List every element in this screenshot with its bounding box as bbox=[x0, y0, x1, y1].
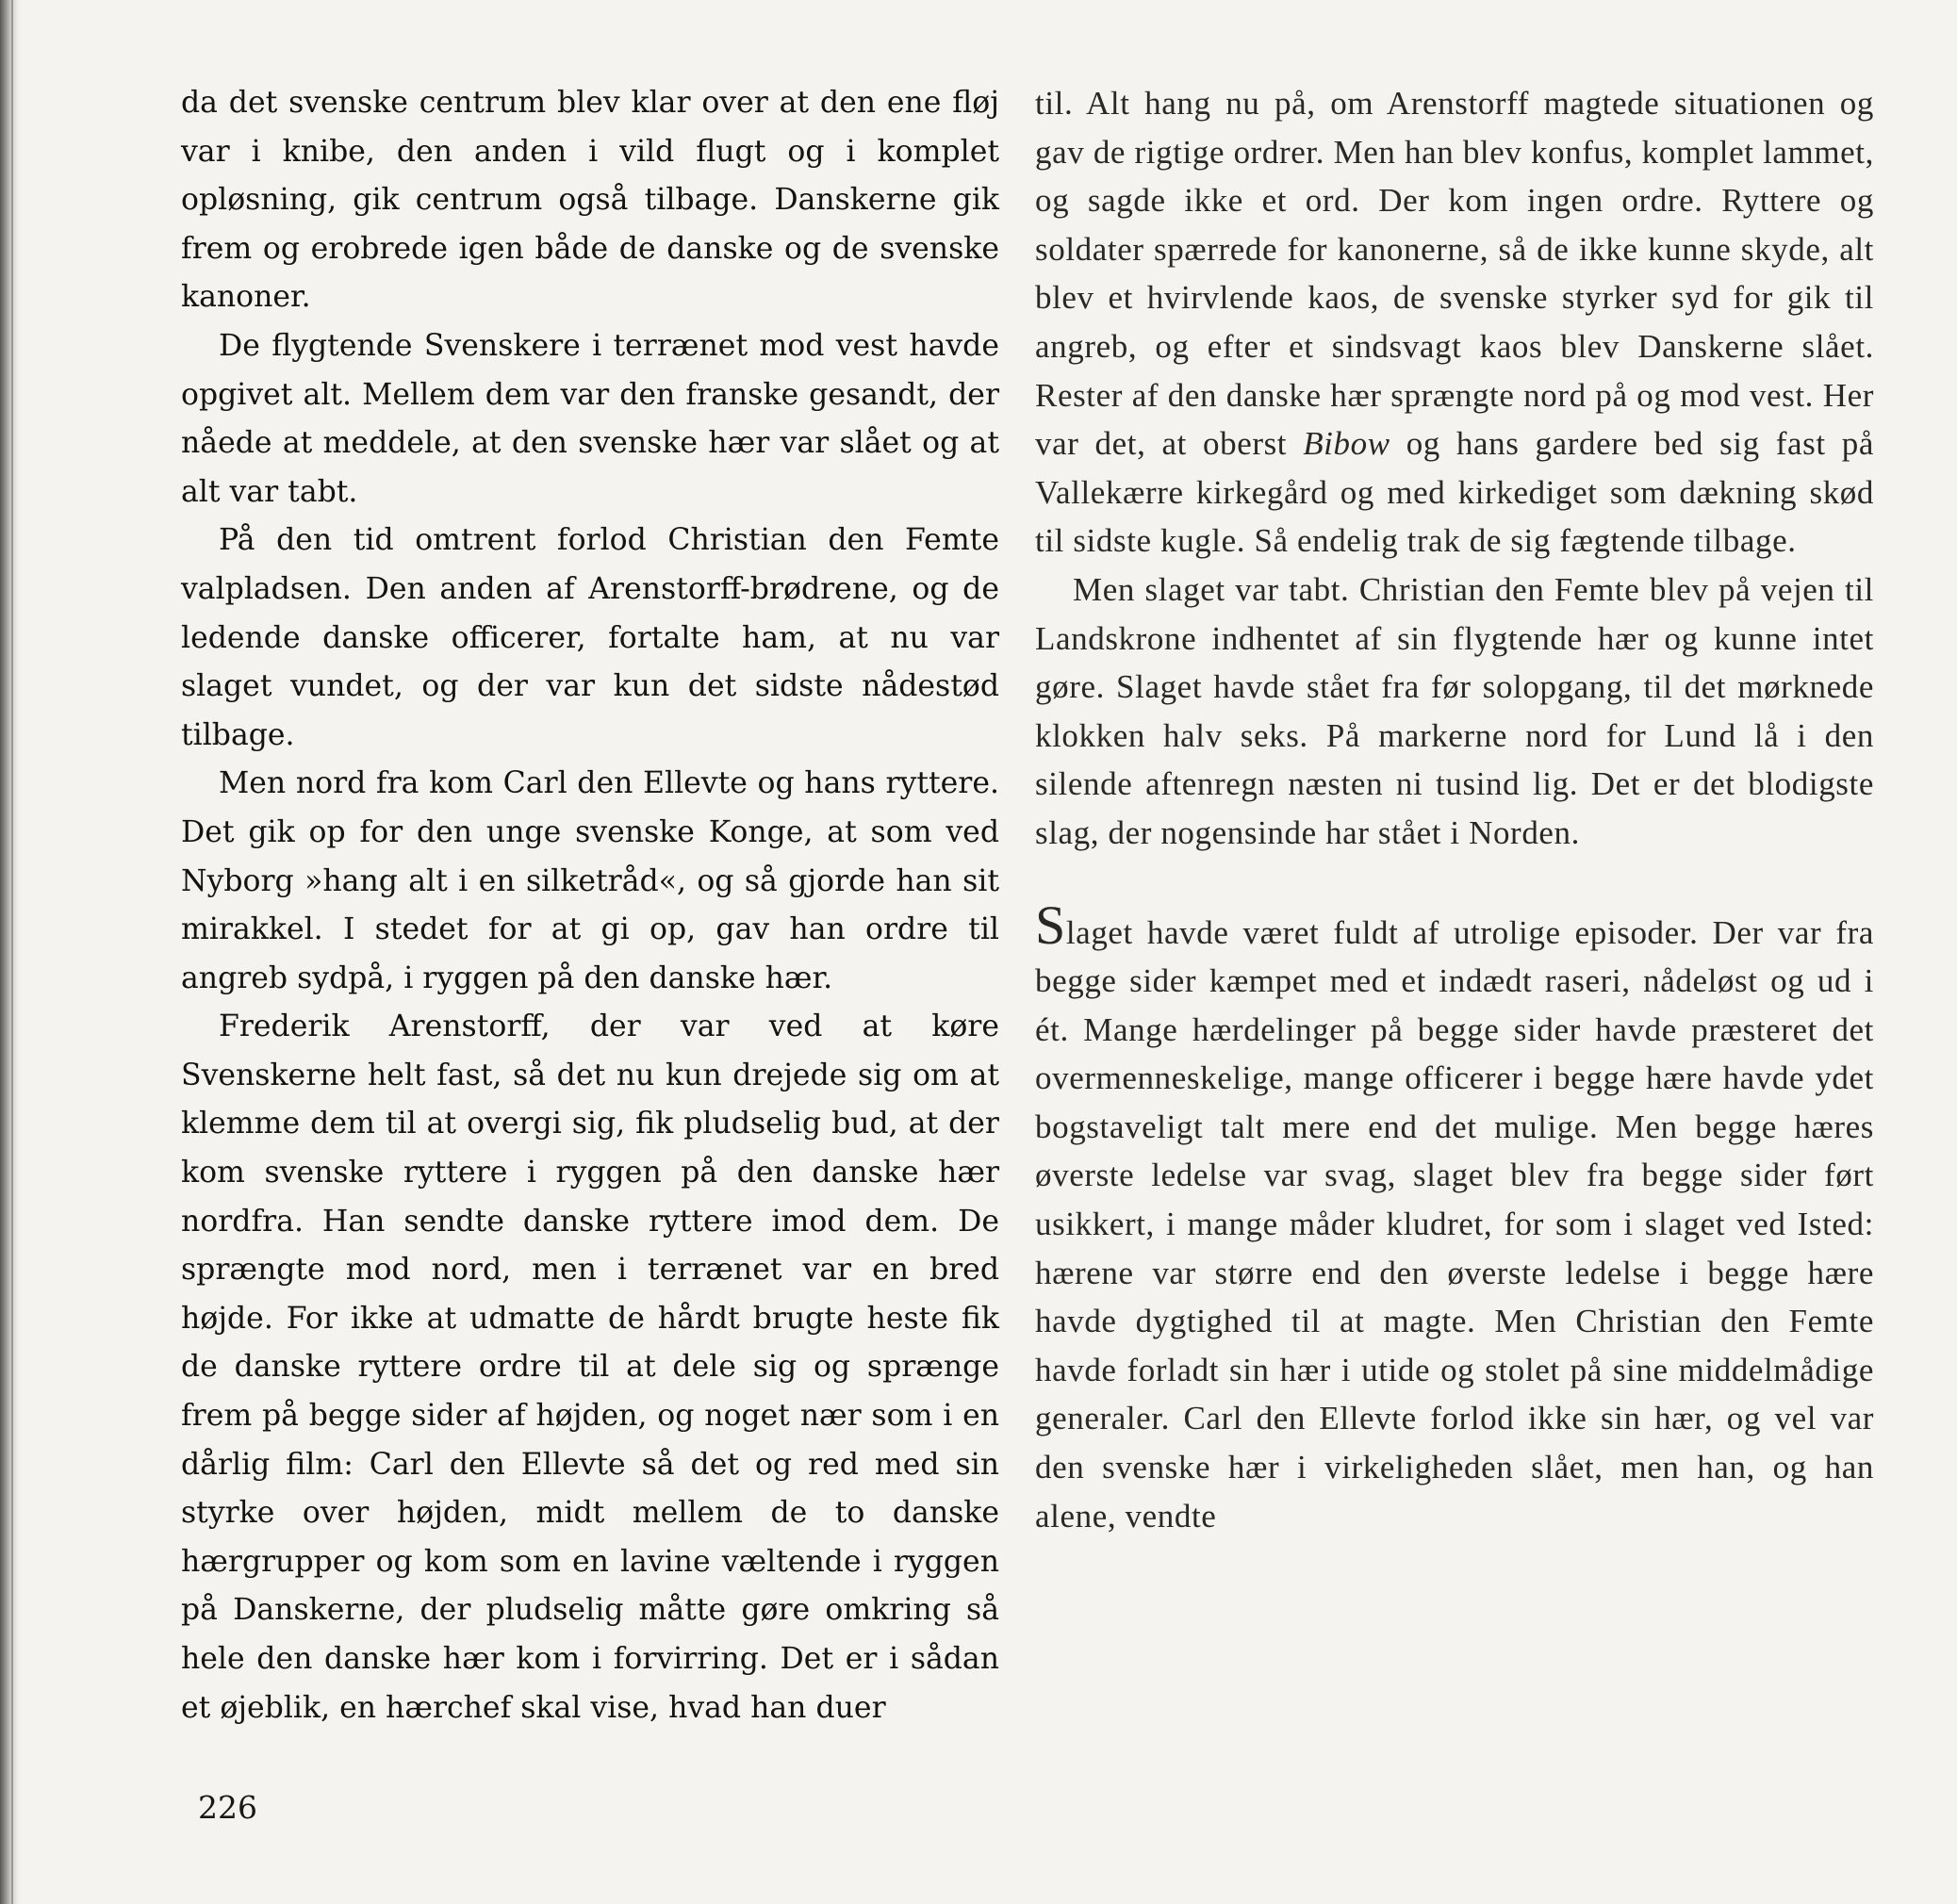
italic-name: Bibow bbox=[1303, 425, 1390, 463]
paragraph-text: til. Alt hang nu på, om Arenstorff magtede situationen og gav de rigtige ordrer. Men han blev konfus, komplet lammet, og sagde ikke et ord. Der kom ingen ordre. Ryttere og soldater spærrede for kanonerne, så de ikke kunne skyde, alt blev et hvirvlende kaos, de svenske styrker syd for gik til angreb, og efter et sindsvagt kaos blev Danskerne slået. Rester af den danske hær sprængte nord på og mod vest. Her var det, at oberst bbox=[1035, 85, 1874, 463]
paragraph: På den tid omtrent forlod Christian den Femte valpladsen. Den anden af Arenstorff-brødrene, og de ledende danske officerer, fortalte ham, at nu var slaget vundet, og der var kun det sidste nådestød tilbage. bbox=[181, 523, 999, 752]
paragraph: Men nord fra kom Carl den Ellevte og hans ryttere. Det gik op for den unge svenske Konge, at som ved Nyborg »hang alt i en silketråd«, og så gjorde han sit mirakkel. I stedet for at gi op, gav han ordre til angreb sydpå, i ryggen på den danske hær. bbox=[181, 766, 999, 995]
right-text-column bbox=[1035, 79, 1874, 1540]
paragraph: Frederik Arenstorff, der var ved at køre Svenskerne helt fast, så det nu kun drejede sig om at klemme dem til at overgi sig, fik pludselig bud, at der kom svenske ryttere i ryggen på den danske hær nordfra. Han sendte danske ryttere imod dem. De sprængte mod nord, men i terrænet var en bred højde. For ikke at udmatte de hårdt brugte heste fik de danske ryttere ordre til at dele sig og sprænge frem på begge sider af højden, og noget nær som i en dårlig film: Carl den Ellevte så det og red med sin styrke over højden, midt mellem de to danske hærgrupper og kom som en lavine væltende i ryggen på Danskerne, der pludselig måtte gøre omkring så hele den danske hær kom i forvirring. Det er i sådan et øjeblik, en hærchef skal vise, hvad han duer bbox=[181, 1009, 999, 1725]
paragraph-text: og hans gardere bed sig fast på Vallekærre kirkegård og med kirkediget som dækning skød til sidste kugle. Så endelig trak de sig fægtende tilbage. bbox=[1035, 425, 1874, 560]
paragraph: da det svenske centrum blev klar over at den ene fløj var i knibe, den anden i vild flugt og i komplet opløsning, gik centrum også tilbage. Danskerne gik frem og erobrede igen både de danske og de svenske kanoner. bbox=[181, 86, 999, 315]
book-spine-shadow bbox=[0, 0, 21, 1904]
paragraph: Men slaget var tabt. Christian den Femte blev på vejen til Landskrone indhentet af sin flygtende hær og kunne intet gøre. Slaget havde stået fra før solopgang, til det mørknede klokken halv seks. På markerne nord for Lund lå i den silende aftenregn næsten ni tusind lig. Det er det blodigste slag, der nogensinde har stået i Norden. bbox=[1035, 570, 1874, 851]
book-spine-edge bbox=[11, 0, 13, 1904]
paragraph: De flygtende Svenskere i terrænet mod vest havde opgivet alt. Mellem dem var den franske gesandt, der nåede at meddele, at den svenske hær var slået og at alt var tabt. bbox=[181, 328, 999, 509]
page-number: 226 bbox=[198, 1789, 257, 1826]
section-paragraph bbox=[1035, 894, 1874, 1541]
left-text-column bbox=[181, 79, 999, 1732]
paragraph bbox=[1035, 79, 1874, 566]
paragraph-text: laget havde været fuldt af utrolige episoder. Der var fra begge sider kæmpet med et indædt raseri, nådeløst og ud i ét. Mange hærdelinger på begge sider havde præsteret det overmenneskelige, mange officerer i begge hære havde ydet bogstaveligt talt mere end det mulige. Men begge hæres øverste ledelse var svag, slaget blev fra begge sider ført usikkert, i mange måder kludret, for som i slaget ved Isted: hærene var større end den øverste ledelse i begge hære havde dygtighed til at magte. Men Christian den Femte havde forladt sin hær i utide og stolet på sine middelmådige generaler. Carl den Ellevte forlod ikke sin hær, og vel var den svenske hær i virkeligheden slået, men han, og han alene, vendte bbox=[1035, 913, 1874, 1535]
drop-cap: S bbox=[1035, 894, 1066, 956]
